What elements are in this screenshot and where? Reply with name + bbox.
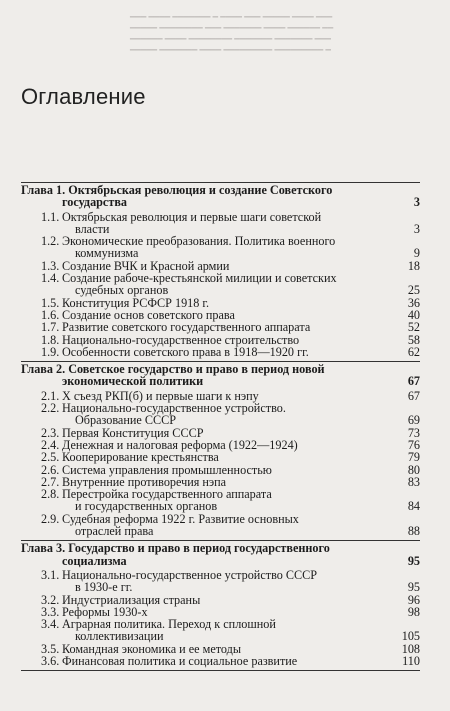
toc-entry-title: Система управления промышленностью	[62, 462, 272, 477]
toc-entry	[21, 402, 420, 427]
toc-entry-title-continuation: судебных органов	[75, 283, 169, 298]
toc-entry-title: Реформы 1930-х	[62, 604, 148, 619]
page-title: Оглавление	[21, 84, 146, 109]
toc-entry-title-continuation: коллективизации	[75, 629, 164, 644]
toc-entry-page-number: 69	[407, 413, 420, 428]
toc-entry-title: Создание основ советского права	[62, 307, 235, 322]
toc-entry-page-number: 9	[413, 246, 420, 261]
toc-entry-page-number: 62	[407, 344, 420, 359]
toc-entry-page-number: 96	[407, 592, 420, 607]
toc-entry-number: 2.3.	[41, 425, 60, 440]
toc-entry-title: Создание рабоче-крестьянской милиции и советских	[62, 271, 337, 286]
toc-entry-page-number: 58	[407, 332, 420, 347]
toc-entry-number: 3.4.	[41, 617, 60, 632]
toc-entry-title: X съезд РКП(б) и первые шаги к нэпу	[62, 388, 259, 403]
toc-entry-title: Судебная реформа 1922 г. Развитие основных	[62, 511, 299, 526]
toc-entry-number: 1.7.	[41, 320, 60, 335]
toc-entry-number: 2.7.	[41, 474, 60, 489]
toc-entry-page-number: 105	[401, 629, 420, 644]
toc-entry-page-number: 76	[407, 437, 420, 452]
toc-chapter	[21, 182, 420, 361]
toc-entry-page-number: 67	[407, 388, 420, 403]
toc-entry-page-number: 83	[407, 474, 420, 489]
toc-entry-title: Командная экономика и ее методы	[62, 641, 242, 656]
toc-entry-title: Развитие советского государственного аппарата	[62, 320, 311, 335]
toc-entry-page-number: 52	[407, 320, 420, 335]
toc-entry-number: 2.9.	[41, 511, 60, 526]
toc-entry-title-continuation: в 1930-е гг.	[75, 580, 133, 595]
toc-entry-title: Внутренние противоречия нэпа	[62, 474, 227, 489]
toc-entry-title: Особенности советского права в 1918—1920 гг.	[62, 344, 309, 359]
toc-entry	[21, 513, 420, 538]
toc-entry-title: Октябрьская революция и первые шаги советской	[62, 209, 322, 224]
toc-entry-number: 1.5.	[41, 295, 60, 310]
toc-chapter	[21, 540, 420, 671]
toc-entry-number: 2.2.	[41, 401, 60, 416]
toc-entry-page-number: 80	[407, 462, 420, 477]
toc-entry-number: 2.8.	[41, 487, 60, 502]
toc-entry-number: 2.5.	[41, 450, 60, 465]
toc-entry-title: Экономические преобразования. Политика военного	[62, 234, 336, 249]
toc-entry-title: Кооперирование крестьянства	[62, 450, 219, 465]
show-through-text: ━━━ ━━━━ ━━━━━━━ ━ ━━━━ ━━━ ━━━━━ ━━━━ ━━━ ━━━━━ ━━━━━━━━ ━━━ ━━━━━━━ ━━━━ ━━━━━━ ━━ ━━━━━━ ━━━━ ━━━━━━━━ ━━━━━━━ ━━━━━━━ ━━━ ━━━━━ ━━━━━━━ ━━━━ ━━━━━━━━━ ━━━━━━━━━ ━	[130, 12, 334, 55]
toc-entry-number: 3.6.	[41, 653, 60, 668]
toc-chapter-page-number: 3	[413, 195, 420, 210]
toc-entry-number: 2.6.	[41, 462, 60, 477]
toc-entry-number: 1.6.	[41, 307, 60, 322]
toc-entry-title: Денежная и налоговая реформа (1922—1924)	[62, 437, 298, 452]
toc-chapter-title	[21, 363, 420, 388]
toc-entry	[21, 272, 420, 297]
toc-entry	[21, 211, 420, 236]
toc-entry-title-continuation: Образование СССР	[75, 413, 177, 428]
toc-chapter-title-continuation: социализма	[62, 553, 127, 568]
toc-entry-title: Национально-государственное строительство	[62, 332, 300, 347]
toc-chapter-page-number: 67	[407, 374, 420, 389]
toc-entry-title: Конституция РСФСР 1918 г.	[62, 295, 210, 310]
toc-entry-title: Аграрная политика. Переход к сплошной	[62, 617, 276, 632]
toc-entry-number: 3.3.	[41, 604, 60, 619]
toc-entry-number: 1.8.	[41, 332, 60, 347]
toc-entry	[21, 488, 420, 513]
toc-entry	[21, 655, 420, 667]
toc-entry-number: 2.1.	[41, 388, 60, 403]
toc-entry-page-number: 84	[407, 499, 420, 514]
toc-entry-page-number: 98	[407, 604, 420, 619]
toc-entry-number: 1.2.	[41, 234, 60, 249]
toc-entry-title-continuation: коммунизма	[75, 246, 139, 261]
toc-entry-number: 1.3.	[41, 258, 60, 273]
toc-chapter-title	[21, 184, 420, 209]
toc-entry	[21, 346, 420, 358]
toc-entry-number: 1.4.	[41, 271, 60, 286]
toc-entry-page-number: 95	[407, 580, 420, 595]
toc-entry-number: 2.4.	[41, 437, 60, 452]
toc-entry-page-number: 18	[407, 258, 420, 273]
toc-entry-title: Национально-государственное устройство СССР	[62, 567, 318, 582]
toc-entry-page-number: 25	[407, 283, 420, 298]
toc-entry	[21, 569, 420, 594]
toc-entry-title: Первая Конституция СССР	[62, 425, 204, 440]
toc-entry-page-number: 110	[402, 653, 420, 668]
toc-entry-number: 3.5.	[41, 641, 60, 656]
toc-entry-page-number: 79	[407, 450, 420, 465]
toc-chapter-title	[21, 542, 420, 567]
toc-entry-title: Национально-государственное устройство.	[62, 401, 286, 416]
toc-entry-number: 3.1.	[41, 567, 60, 582]
toc-chapter-title-text: Глава 1. Октябрьская революция и создание Советского	[21, 183, 333, 197]
toc-entry-title-continuation: и государственных органов	[75, 499, 218, 514]
toc-entry-title: Перестройка государственного аппарата	[62, 487, 272, 502]
toc-entry-page-number: 88	[407, 524, 420, 539]
toc-entry	[21, 235, 420, 260]
toc-entry-page-number: 3	[413, 221, 420, 236]
toc-entry-page-number: 36	[407, 295, 420, 310]
toc-entry-title-continuation: отраслей права	[75, 524, 154, 539]
toc-entry	[21, 618, 420, 643]
toc-entry-title-continuation: власти	[75, 221, 110, 236]
toc-entry-title: Создание ВЧК и Красной армии	[62, 258, 230, 273]
toc-chapter-title-text: Глава 3. Государство и право в период государственного	[21, 541, 330, 556]
toc-entry-number: 1.9.	[41, 344, 60, 359]
toc-chapter	[21, 361, 420, 540]
toc-entry-page-number: 73	[407, 425, 420, 440]
toc-entry-page-number: 40	[407, 307, 420, 322]
toc-entry-number: 3.2.	[41, 592, 60, 607]
toc-chapter-page-number: 95	[407, 553, 420, 568]
toc-chapter-title-continuation: государства	[62, 195, 128, 210]
table-of-contents	[21, 182, 420, 671]
toc-chapter-title-text: Глава 2. Советское государство и право в период новой	[21, 362, 325, 377]
toc-entry-title: Финансовая политика и социальное развитие	[62, 653, 298, 668]
toc-entry-page-number: 108	[401, 641, 420, 656]
toc-entry-title: Индустриализация страны	[62, 592, 201, 607]
toc-chapter-title-continuation: экономической политики	[62, 374, 204, 389]
toc-entry-number: 1.1.	[41, 209, 60, 224]
